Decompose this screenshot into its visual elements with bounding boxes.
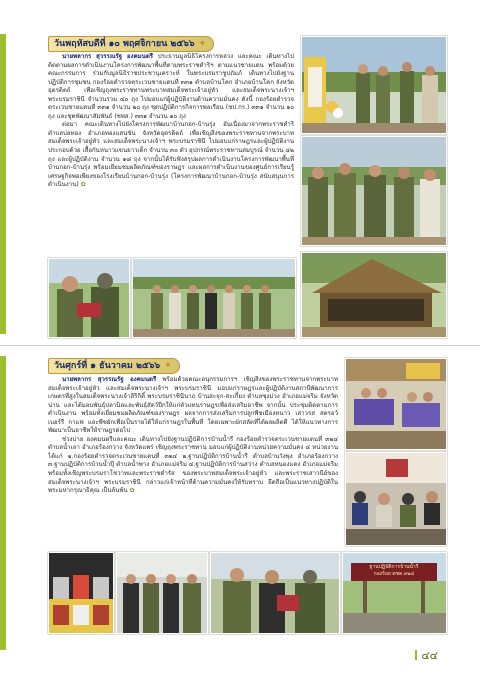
section1-date-heading	[48, 36, 214, 52]
section1-paragraph-2	[48, 121, 294, 189]
photo-group-building	[132, 258, 296, 338]
photo-presenting-items-image	[49, 259, 129, 337]
section1-date-text: วันพฤหัสบดีที่ ๑๐ พฤศจิกายน ๒๕๖๖	[54, 39, 195, 49]
section2-paragraph-2	[48, 436, 338, 496]
photo-ceremony-flowers-image	[302, 37, 446, 133]
section2-person-name: นายพลากร สุวรรณรัฐ องคมนตรี	[62, 376, 157, 383]
bottom-accent-bar	[0, 356, 6, 650]
section1-paragraph-2-text: ต่อมา คณะเดินทางไปยังโครงการพัฒนาบ้านกอก-บ้านรุ่ง อันเนื่องมาจากพระราชดำริ ตำบลบ่อทอง อำเภอทองแสนขัน จังหวัดอุตรดิตถ์ เพื่อเชิญสิ่งของพระราชทานจากพระบาทสมเด็จพระเจ้าอยู่หัว และสมเด็จพระนางเจ้าฯ พระบรมราชินี ไปมอบแก่ราษฎรและผู้ปฏิบัติงาน ประกอบด้วย เสื้อกันหนาวแขนยาวเด็ก จำนวน ๓๐ ตัว อุปกรณ์พระราชทานสมบูรณ์ จำนวน ๔๒ ถุง และผู้ปฏิบัติงาน จำนวน ๑๘ ถุง จากนั้นได้รับฟังสรุปผลการดำเนินงานโครงการพัฒนาพื้นที่บ้านกอก-บ้านรุ่ง พร้อมเยี่ยมชมผลิตภัณฑ์ของราษฎร และผลการดำเนินงานของศูนย์การเรียนรู้เศรษฐกิจพอเพียงของโรงเรียนบ้านกอก-บ้านรุ่ง (โครงการพัฒนาบ้านกอก-บ้านรุ่ง สนับสนุนการดำเนินงาน)	[48, 121, 294, 189]
photo-gift-baskets	[48, 552, 114, 634]
photo-thatched-hut-image	[302, 253, 446, 337]
photo-audience	[345, 452, 447, 546]
camp-sign-line-1: ฐานปฏิบัติการบ้านน้ำรี	[369, 564, 419, 570]
photo-handing-bag	[210, 552, 340, 634]
section2-paragraph-1-text: พร้อมด้วยคณะอนุกรรมการฯ เชิญสิ่งของพระราชทานจากพระบาทสมเด็จพระเจ้าอยู่หัว และสมเด็จพระนางเจ้าฯ พระบรมราชินี มอบแก่ราษฎรและผู้ปฏิบัติงานสถานีพัฒนาการเกษตรที่สูงในสมเด็จพระนางเจ้าสิริกิติ์ พระบรมราชินีนาถ บ้านสะจุก-สะเกี้ยง ตำบลซุงม่วง อำเภอแม่จริม จังหวัดน่าน และได้มอบพันธุ์ปลานิลและพันธุ์สัตว์ปีกให้แก่ตัวแทนราษฎรเพื่อส่งเสริมอาชีพ จากนั้น ประชุมติดตามการดำเนินงาน พร้อมทั้งเยี่ยมชมผลิตภัณฑ์ของราษฎร ผลจากการส่งเสริมการปลูกพืชเมืองหนาว เสาวรส สตรอว์เบอร์รี กาแฟ และพืชผักเพื่อเป็นรายได้ให้แก่ราษฎรในพื้นที่ โดยเฉพาะผักสลัดที่ได้ผลผลิตดี ได้ให้แนวทางการพัฒนาเป็นอาชีพให้ราษฎรต่อไป	[48, 376, 338, 435]
camp-sign	[352, 564, 436, 580]
emblem-icon: ✿	[80, 181, 86, 189]
section2-date-heading	[48, 358, 180, 374]
photo-gift-baskets-image	[49, 553, 113, 633]
section1-person-name: นายพลากร สุวรรณรัฐ องคมนตรี	[62, 53, 154, 60]
section2-body	[48, 376, 338, 548]
photo-handing-bag-image	[211, 553, 339, 633]
photo-group-building-image	[133, 259, 295, 337]
photo-officers-line-image	[302, 137, 446, 245]
photo-meeting-room-image	[346, 359, 446, 449]
photo-thatched-hut	[301, 252, 447, 338]
emblem-icon: ✿	[129, 487, 135, 495]
photo-camp-entrance	[342, 552, 447, 634]
photo-presenting-items	[48, 258, 130, 338]
photo-ceremony-flowers	[301, 36, 447, 134]
section1-paragraph-1	[48, 53, 294, 121]
top-accent-bar	[0, 34, 6, 334]
photo-meeting-room	[345, 358, 447, 450]
star-icon: ✦	[198, 39, 207, 49]
star-icon: ✦	[164, 361, 172, 371]
photo-officials-group	[116, 552, 208, 634]
camp-sign-line-2: กองร้อย ตชด.๓๒๔	[373, 571, 415, 577]
photo-officers-line	[301, 136, 447, 246]
section-divider	[0, 345, 480, 346]
section2-date-text: วันศุกร์ที่ ๑ ธันวาคม ๒๕๖๖	[54, 361, 161, 371]
section1-body	[48, 53, 294, 251]
section2-paragraph-2-text: ช่วงบ่าย องคมนตรีและคณะ เดินทางไปยังฐานปฏิบัติการบ้านน้ำรี กองร้อยตำรวจตระเวนชายแดนที่ ๓๒๔ ตำบลน้ำเลา อำเภอร้องกวาง จังหวัดแพร่ เชิญถุงพระราชทาน มอบแก่ผู้ปฏิบัติงานหน่วยความมั่นคง ๔ หน่วยงาน ได้แก่ ๑.กองร้อยตำรวจตระเวนชายแดนที่ ๓๒๔ ๒.ฐานปฏิบัติการบ้านน้ำรี ตำบลบ้านวังพุง อำเภอร้องกวาง ๓.ฐานปฏิบัติการบ้านน้ำปุ๊ ตำบลน้ำพาง อำเภอแม่จริม ๔.ฐานปฏิบัติการบ้านสว่าง ตำบลหนองแดง อำเภอแม่จริม พร้อมทั้งเชิญพระบรมราโชวาทและพระราชดำรัส ของพระบาทสมเด็จพระเจ้าอยู่หัว และพระราชเสาวนีย์ของสมเด็จพระนางเจ้าฯ พระบรมราชินี กล่าวแก่เจ้าหน้าที่ด้านความมั่นคงให้รับทราบ ยึดถือเป็นแนวทางปฏิบัติในพระมหากรุณาธิคุณ เป็นล้นพ้น	[48, 435, 338, 495]
photo-audience-image	[346, 453, 446, 545]
page-number: ๔๔	[415, 646, 438, 664]
photo-officials-group-image	[117, 553, 207, 633]
section2-paragraph-1	[48, 376, 338, 436]
section1-paragraph-1-text: ประธานมูลนิธิโครงการหลวง และคณะ เดินทางไปติดตามผลการดำเนินงานโครงการพัฒนาพื้นที่ตามพระราชดำริฯ ตามแนวชายแดน พร้อมด้วยคณะกรรมการ ร่วมกับมูลนิธิราชประชานุเคราะห์ ในพระบรมราชูปถัมภ์ เดินทางไปยังฐานปฏิบัติการชุมชน กองร้อยตำรวจตระเวนชายแดนที่ ๓๓๑ ตำบลบ้านโคก อำเภอบ้านโคก จังหวัดอุตรดิตถ์ เพื่อเชิญถุงพระราชทานพระบาทสมเด็จพระเจ้าอยู่หัว และสมเด็จพระนางเจ้าฯ พระบรมราชินี จำนวนรวม ๔๐ ถุง ไปมอบแก่ผู้ปฏิบัติงานด้านความมั่นคง ดังนี้ กองร้อยตำรวจตระเวนชายแดนที่ ๓๓๑ จำนวน ๒๐ ถุง ชุดปฏิบัติการกิจการพลเรือน (ชป.กร.) ๓๓๑ จำนวน ๑๐ ถุง และชุดพัฒนาสัมพันธ์ (ชพส.) ๓๓๑ จำนวน ๑๐ ถุง	[48, 53, 294, 120]
